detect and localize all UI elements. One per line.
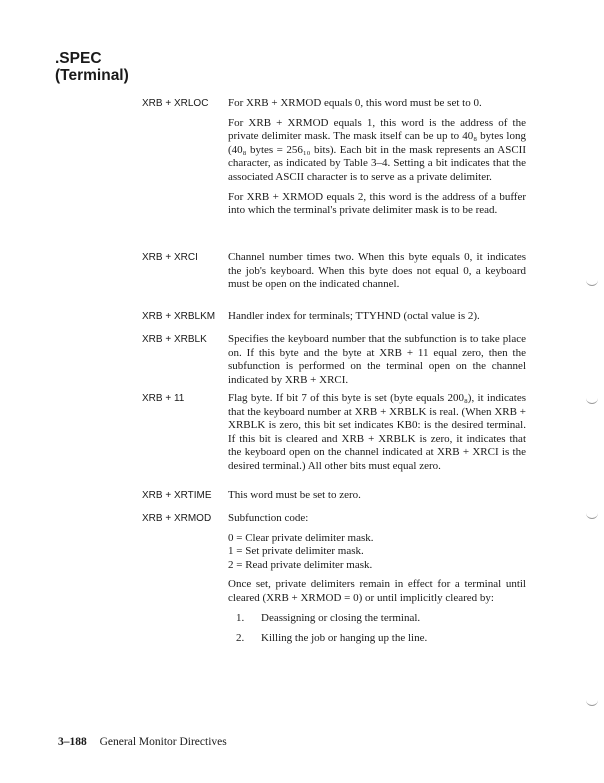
term-label: XRB + XRBLK <box>142 334 207 345</box>
paragraph: Channel number times two. When this byte equals 0, it indicates the job's keyboard. When this byte does not equal 0, a keyboard must be open on the indicated channel. <box>228 251 526 291</box>
term-label: XRB + XRBLKM <box>142 311 216 322</box>
section-title: General Monitor Directives <box>99 736 227 748</box>
page-footer <box>58 736 227 748</box>
code-line: 2 = Read private delimiter mask. <box>228 558 373 571</box>
paragraph: For XRB + XRMOD equals 0, this word must be set to 0. <box>228 97 482 109</box>
numbered-list <box>228 612 526 646</box>
term-description <box>228 97 526 224</box>
paragraph: For XRB + XRMOD equals 1, this word is the address of the private delimiter mask. The mask itself can be up to 40₈ bytes long (40₈ bytes = 256₁₀ bits). Each bit in the mask represents an ASCII character, as indicated by Table 3–4. Setting a bit indicates that the associated ASCII character is to serve as a private delimiter. <box>228 116 526 183</box>
title-line-1: .SPEC <box>55 50 102 67</box>
term-description <box>228 333 526 393</box>
list-item <box>228 632 526 646</box>
term-label: XRB + XRMOD <box>142 513 212 524</box>
term-label: XRB + XRLOC <box>142 98 209 109</box>
paragraph: Flag byte. If bit 7 of this byte is set (byte equals 200₈), it indicates that the keyboard number at XRB + XRBLK is real. (When XRB + XRBLK is zero, this bit set indicates KB0: is the desired terminal. If this bit is cleared and XRB + XRBLK is zero, it indicates that the keyboard open on the channel indicated at XRB + XRCI is the desired terminal.) All other bits must equal zero. <box>228 392 526 472</box>
paragraph: This word must be set to zero. <box>228 489 361 501</box>
margin-mark <box>586 398 598 404</box>
margin-mark <box>586 513 598 519</box>
term-description <box>228 251 526 298</box>
term-label: XRB + 11 <box>142 393 185 404</box>
paragraph: Once set, private delimiters remain in effect for a terminal until cleared (XRB + XRMOD = 0) or until implicitly cleared by: <box>228 578 526 604</box>
margin-mark <box>586 280 598 286</box>
page-number: 3–188 <box>58 736 87 748</box>
list-number: 1. <box>236 611 245 624</box>
term-description <box>228 489 526 509</box>
list-number: 2. <box>236 632 245 645</box>
list-text: Killing the job or hanging up the line. <box>261 632 428 645</box>
list-text: Deassigning or closing the terminal. <box>261 611 421 624</box>
paragraph: For XRB + XRMOD equals 2, this word is the address of a buffer into which the terminal's private delimiter mask is to be read. <box>228 190 526 217</box>
term-label: XRB + XRTIME <box>142 490 212 501</box>
paragraph: Subfunction code: <box>228 512 309 524</box>
code-line: 0 = Clear private delimiter mask. <box>228 531 374 544</box>
term-description <box>228 392 526 480</box>
paragraph: Specifies the keyboard number that the subfunction is to take place on. If this byte and the byte at XRB + 11 equal zero, then the subfunction is performed on the terminal open on the channel indicated by XRB + XRCI. <box>228 333 526 386</box>
code-line: 1 = Set private delimiter mask. <box>228 545 364 558</box>
term-label: XRB + XRCI <box>142 252 198 263</box>
margin-mark <box>586 700 598 706</box>
title-line-2: (Terminal) <box>55 67 129 84</box>
term-description <box>228 512 526 653</box>
list-item <box>228 612 526 626</box>
term-description <box>228 310 526 330</box>
page-title <box>55 50 129 84</box>
paragraph: Handler index for terminals; TTYHND (octal value is 2). <box>228 310 480 322</box>
subfunction-codes <box>228 532 526 573</box>
